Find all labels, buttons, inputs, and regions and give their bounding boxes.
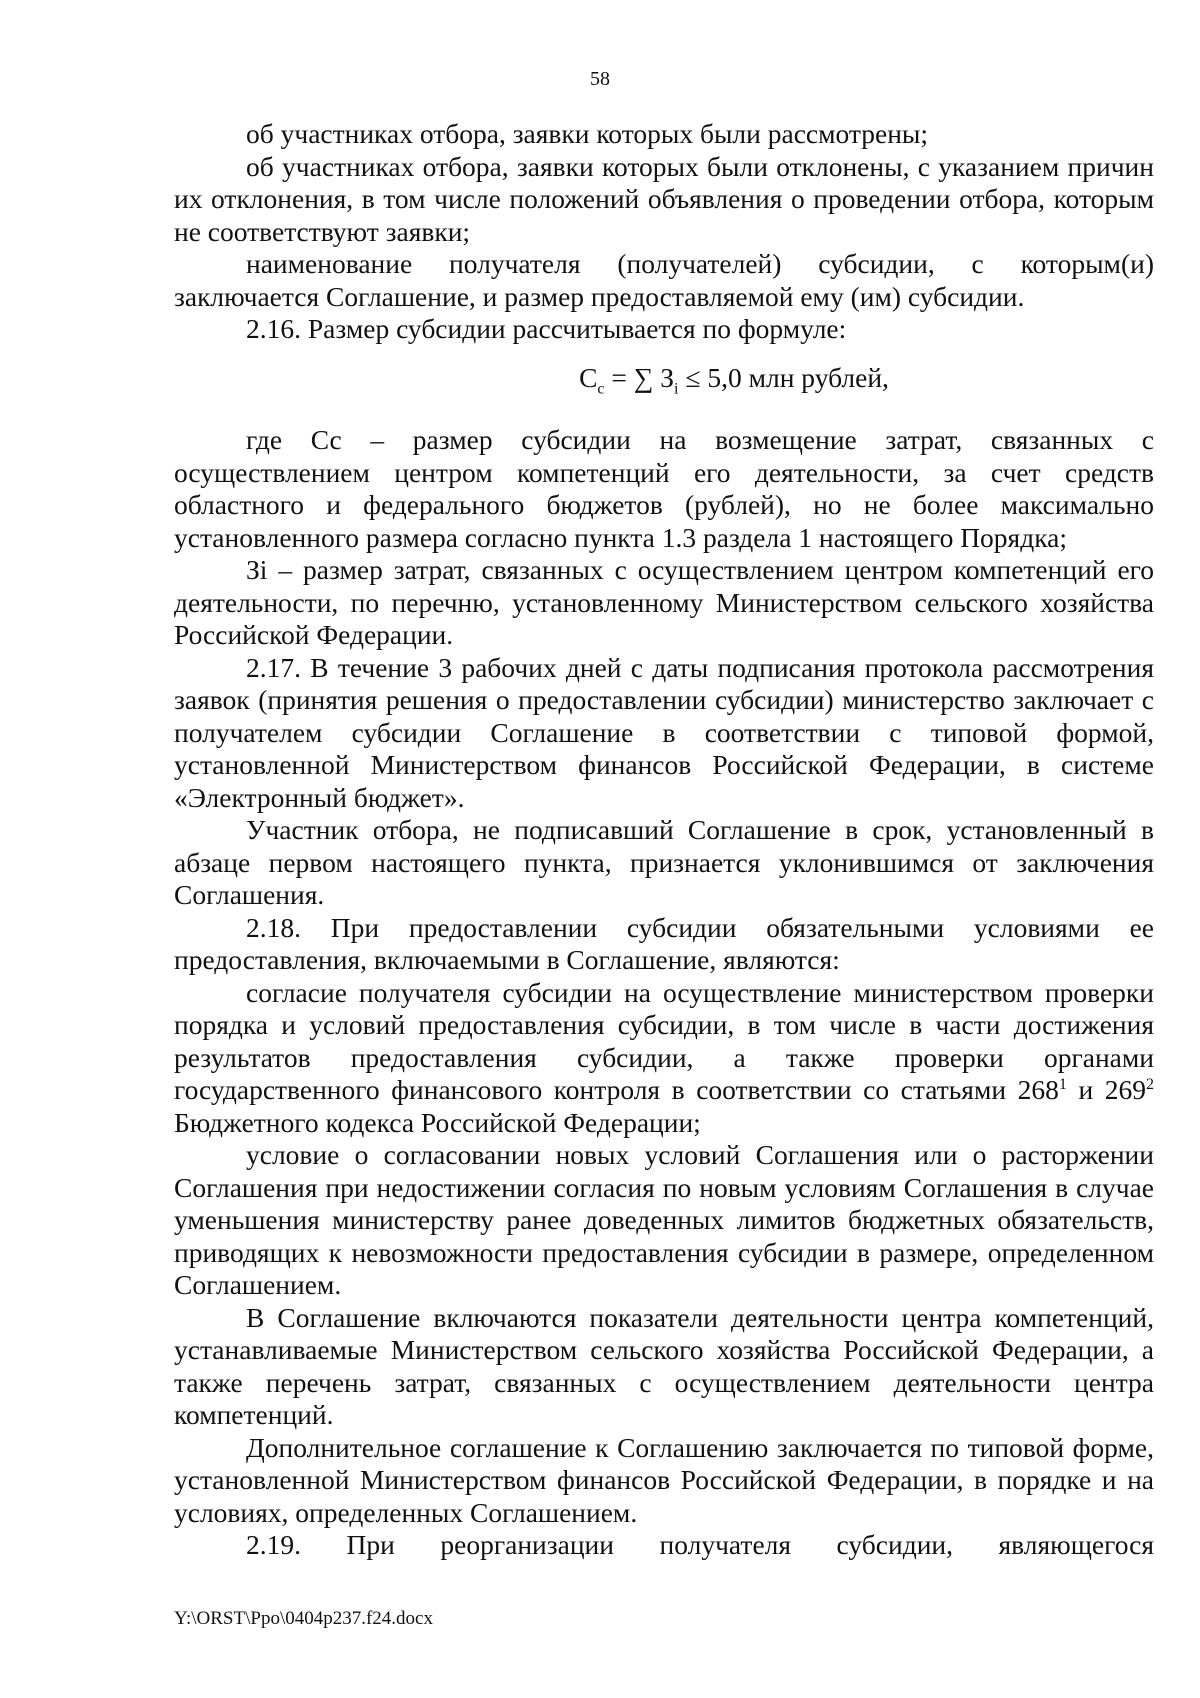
paragraph: условие о согласовании новых условий Соглашения или о расторжении Соглашения при недостижении согласия по новым условиям Соглашения в случае уменьшения министерству ранее доведенных лимитов бюджетных обязательств, приводящих к невозможности предоставления субсидии в размере, определенном Соглашением. — [174, 1139, 1154, 1300]
consent-text-mid: и 269 — [1066, 1074, 1146, 1105]
page-number: 58 — [590, 68, 610, 90]
consent-text-after: Бюджетного кодекса Российской Федерации; — [174, 1106, 701, 1138]
paragraph: об участниках отбора, заявки которых были рассмотрены; — [246, 118, 929, 149]
paragraph: 2.18. При предоставлении субсидии обязательными условиями ее предоставления, включаемыми в Соглашение, являются: — [174, 911, 1154, 975]
document-body — [174, 118, 1154, 1562]
paragraph: где Сс – размер субсидии на возмещение затрат, связанных с осуществлением центром компетенций его деятельности, за счет средств областного и федерального бюджетов (рублей), но не более максимально установленного размера согласно пункта 1.3 раздела 1 настоящего Порядка; — [174, 424, 1154, 553]
subsidy-formula — [174, 362, 1154, 395]
paragraph-consent — [174, 977, 1154, 1140]
paragraph: Зi – размер затрат, связанных с осуществлением центром компетенций его деятельности, по перечню, установленному Министерством сельского хозяйства Российской Федерации. — [174, 554, 1154, 650]
paragraph: 2.16. Размер субсидии рассчитывается по формуле: — [246, 313, 847, 344]
formula-lhs-sub: с — [597, 380, 605, 397]
paragraph: В Соглашение включаются показатели деятельности центра компетенций, устанавливаемые Министерством сельского хозяйства Российской Федерации, а также перечень затрат, связанных с осуществлением деятельности центра компетенций. — [174, 1301, 1154, 1430]
formula-middle-sub: i — [674, 380, 679, 397]
paragraph: наименование получателя (получателей) субсидии, с которым(и) заключается Соглашение, и размер предоставляемой ему (им) субсидии. — [174, 248, 1154, 312]
paragraph: Дополнительное соглашение к Соглашению заключается по типовой форме, установленной Министерством финансов Российской Федерации, в порядке и на условиях, определенных Соглашением. — [174, 1431, 1154, 1528]
paragraph: об участниках отбора, заявки которых были отклонены, с указанием причин их отклонения, в том числе положений объявления о проведении отбора, которым не соответствуют заявки; — [174, 150, 1154, 247]
file-path-footer: Y:\ORST\Ppo\0404p237.f24.docx — [174, 1608, 433, 1629]
paragraph: Участник отбора, не подписавший Соглашение в срок, установленный в абзаце первом настоящего пункта, признается уклонившимся от заключения Соглашения. — [174, 814, 1154, 910]
consent-sup-2: 2 — [1146, 1075, 1154, 1093]
consent-sup-1: 1 — [1058, 1075, 1067, 1093]
formula-rhs: ≤ 5,0 млн рублей, — [678, 361, 889, 393]
formula-middle: = ∑ З — [604, 361, 675, 393]
formula-lhs: С — [579, 361, 598, 393]
consent-text-before: согласие получателя субсидии на осуществление министерством проверки порядка и условий предоставления субсидии, в том числе в части достижения результатов предоставления субсидии, а также проверки органами государственного финансового контроля в соответствии со статьями 268 — [174, 976, 1154, 1105]
paragraph: 2.19. При реорганизации получателя субсидии, являющегося — [246, 1529, 1154, 1560]
paragraph: 2.17. В течение 3 рабочих дней с даты подписания протокола рассмотрения заявок (принятия решения о предоставлении субсидии) министерство заключает с получателем субсидии Соглашение в соответствии с типовой формой, установленной Министерством финансов Российской Федерации, в системе «Электронный бюджет». — [174, 651, 1154, 813]
